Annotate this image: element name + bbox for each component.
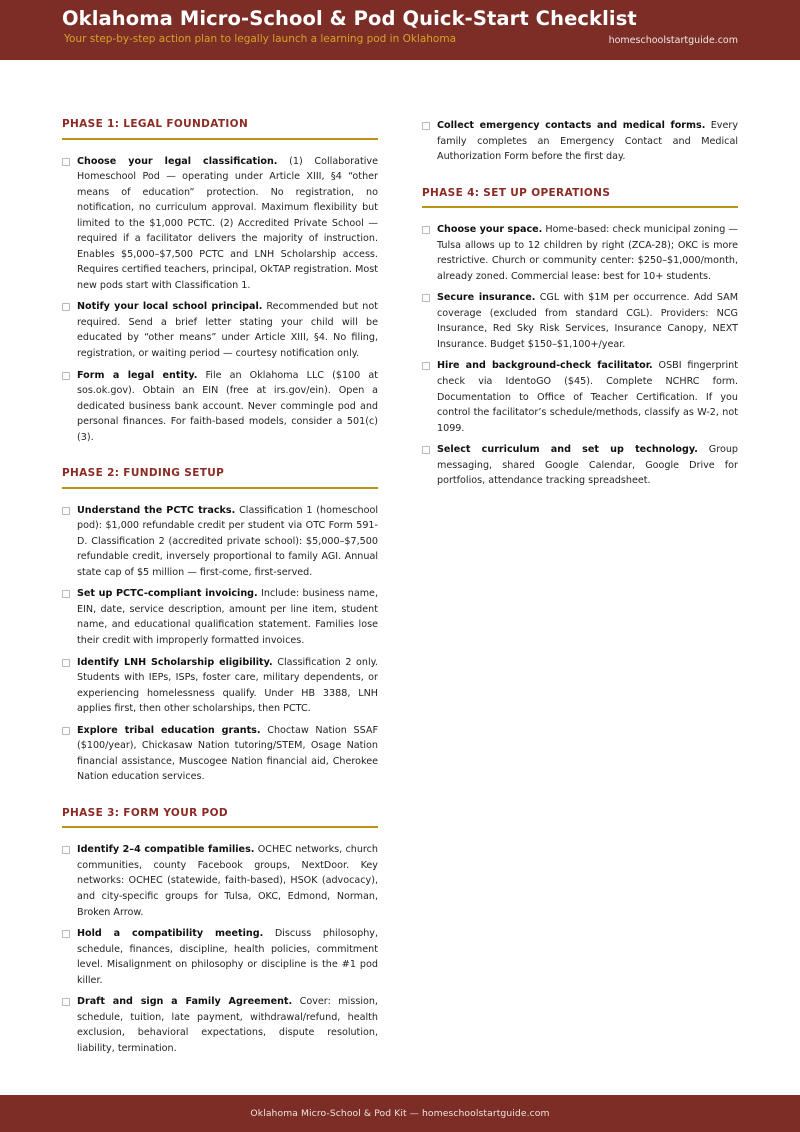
checklist-item-lead: Understand the PCTC tracks. [77, 504, 236, 516]
checklist-item[interactable] [422, 290, 738, 352]
checklist-item-body: Group messaging, shared Google Calendar, Google Drive for portfolios, attendance tracking spreadsheet. [437, 444, 738, 487]
checkbox-icon[interactable] [62, 507, 70, 515]
checklist-item[interactable] [62, 154, 378, 294]
checklist-item-lead: Secure insurance. [437, 292, 536, 304]
section-spacer [62, 791, 378, 807]
checkbox-icon[interactable] [422, 226, 430, 234]
checkbox-icon[interactable] [62, 158, 70, 166]
checklist-item-text [437, 118, 738, 165]
checkbox-icon[interactable] [422, 122, 430, 130]
checklist-item-body: Classification 1 (homeschool pod): $1,000 refundable credit per student via OTC Form 591-D. Classification 2 (accredited private school): $5,000–$7,500 refundable credit, inversely proportional to family AGI. Annual state cap of $5 million — first-come, first-served. [77, 504, 378, 578]
checklist-item-body: OSBI fingerprint check via IdentoGO ($45). Complete NCHRC form. Documentation to Office of Teacher Certification. If you control the facilitator’s schedule/methods, classify as W-2, not 1099. [437, 360, 738, 434]
checklist-item[interactable] [422, 442, 738, 489]
phase-heading-label: PHASE 3: FORM YOUR POD [62, 806, 228, 819]
checklist-item-text [77, 154, 378, 294]
checklist-item-lead: Form a legal entity. [77, 369, 198, 381]
checklist-sheet [0, 60, 800, 1095]
checkbox-icon[interactable] [422, 362, 430, 370]
checkbox-icon[interactable] [62, 659, 70, 667]
phase-heading-label: PHASE 1: LEGAL FOUNDATION [62, 118, 249, 130]
checklist-item-text [77, 503, 378, 581]
checklist-item[interactable] [62, 368, 378, 446]
checklist-item[interactable] [62, 503, 378, 581]
phase-divider-rule [62, 826, 378, 828]
checklist-item-text [437, 290, 738, 352]
checklist-item[interactable] [422, 358, 738, 436]
checkbox-icon[interactable] [62, 930, 70, 938]
phase-divider-rule [422, 206, 738, 208]
section-spacer [62, 451, 378, 467]
checklist-item-text [437, 442, 738, 489]
checklist-item-lead: Identify LNH Scholarship eligibility. [77, 656, 273, 668]
checklist-item-lead: Set up PCTC-compliant invoicing. [77, 588, 258, 600]
checklist-item-text [77, 926, 378, 988]
phase-heading-label: PHASE 2: FUNDING SETUP [62, 467, 225, 480]
checklist-item-body: Discuss philosophy, schedule, finances, discipline, health policies, commitment level. Misalignment on philosophy or discipline is the #1 pod killer. [77, 928, 379, 986]
footer-text: Oklahoma Micro-School & Pod Kit — homeschoolstartguide.com [250, 1108, 550, 1119]
phase-divider-rule [62, 138, 378, 140]
checkbox-icon[interactable] [62, 727, 70, 735]
page-title: Oklahoma Micro-School & Pod Quick-Start Checklist [62, 7, 637, 30]
checklist-item-text [77, 994, 378, 1056]
checklist-item-body: (1) Collaborative Homeschool Pod — operating under Article XIII, §4 “other means of education” protection. No registration, no notification, no curriculum approval. Maximum flexibility but limited to the $1,000 PCTC. (2) Accredited Private School — required if a facilitator delivers the majority of instruction. Enables $5,000–$7,500 PCTC and LNH Scholarship access. Requires certified teachers, principal, OkTAP registration. Most new pods start with Classification 1. [77, 155, 378, 291]
page-subtitle: Your step-by-step action plan to legally launch a learning pod in Oklahoma [64, 33, 457, 45]
checkbox-icon[interactable] [422, 294, 430, 302]
checklist-item-body: File an Oklahoma LLC ($100 at sos.ok.gov). Obtain an EIN (free at irs.gov/ein). Open a dedicated business bank account. Never commingle pod and personal finances. For faith-based models, consider a 501(c)(3). [77, 369, 379, 443]
checklist-item[interactable] [422, 118, 738, 165]
checklist-item-text [77, 723, 378, 785]
checklist-item[interactable] [62, 299, 378, 361]
checklist-item-lead: Choose your legal classification. [77, 155, 278, 167]
checklist-item[interactable] [62, 586, 378, 648]
checklist-item-text [77, 368, 378, 446]
left-column [62, 118, 378, 1062]
checklist-item[interactable] [62, 926, 378, 988]
checklist-item-body: Include: business name, EIN, date, service description, amount per line item, student name, and educational qualification statement. Families lose their credit with improperly formatted invoices. [77, 588, 378, 646]
checklist-item[interactable] [62, 723, 378, 785]
phase-divider-rule [62, 487, 378, 489]
checklist-item-text [77, 655, 378, 717]
two-column-layout [62, 118, 738, 1062]
checklist-item-body: Home-based: check municipal zoning — Tulsa allows up to 12 children by right (ZCA-28); OKC is more restrictive. Church or community center: $250–$1,000/month, already zoned. Commercial lease: best for 10+ students. [437, 224, 738, 282]
checklist-item-body: Choctaw Nation SSAF ($100/year), Chickasaw Nation tutoring/STEM, Osage Nation financial assistance, Muscogee Nation financial aid, Cherokee Nation education services. [77, 724, 378, 783]
phase-heading-phase-2-funding-setup [62, 467, 378, 489]
checklist-item[interactable] [62, 994, 378, 1056]
checklist-item-text [77, 299, 378, 361]
checklist-item-body: Recommended but not required. Send a brief letter stating your child will be educated by “other means” under Article XIII, §4. No filing, registration, or waiting period — courtesy notification only. [77, 301, 378, 359]
header-inner [0, 0, 800, 60]
checklist-item-lead: Hold a compatibility meeting. [77, 928, 264, 940]
phase-heading-phase-3-form-your-pod [62, 807, 378, 829]
checklist-item-lead: Identify 2–4 compatible families. [77, 844, 255, 856]
checklist-item-body: CGL with $1M per occurrence. Add SAM coverage (excluded from standard CGL). Providers: NCG Insurance, Red Sky Risk Services, Insurance Canopy, NEXT Insurance. Budget $150–$1,100+/year. [437, 292, 738, 350]
checklist-item-lead: Collect emergency contacts and medical forms. [437, 120, 706, 131]
checklist-item-body: Cover: mission, schedule, tuition, late payment, withdrawal/refund, health exclusion, behavioral expectations, dispute resolution, liability, termination. [77, 996, 378, 1054]
checkbox-icon[interactable] [62, 846, 70, 854]
checkbox-icon[interactable] [62, 303, 70, 311]
checkbox-icon[interactable] [62, 998, 70, 1006]
checkbox-icon[interactable] [422, 446, 430, 454]
checklist-item-text [437, 358, 738, 436]
checklist-item-lead: Notify your local school principal. [77, 301, 263, 313]
page-footer-band [0, 1095, 800, 1132]
checklist-item-text [77, 842, 378, 920]
checklist-item-text [437, 222, 738, 284]
phase-heading-label: PHASE 4: SET UP OPERATIONS [422, 186, 611, 199]
checklist-item-body: Every family completes an Emergency Contact and Medical Authorization Form before the first day. [437, 120, 738, 163]
checkbox-icon[interactable] [62, 590, 70, 598]
checklist-item-body: Classification 2 only. Students with IEPs, ISPs, foster care, military dependents, or experiencing homelessness qualify. Under HB 3388, LNH applies first, then other scholarships, then PCTC. [77, 656, 378, 715]
checklist-item-lead: Explore tribal education grants. [77, 724, 261, 736]
checklist-item[interactable] [62, 842, 378, 920]
header-site-url: homeschoolstartguide.com [608, 35, 738, 46]
section-spacer [422, 171, 738, 187]
checklist-item[interactable] [62, 655, 378, 717]
phase-heading-phase-4-set-up-operations [422, 187, 738, 209]
checklist-item-lead: Select curriculum and set up technology. [437, 444, 698, 456]
checklist-item[interactable] [422, 222, 738, 284]
right-column [422, 118, 738, 495]
checklist-item-lead: Choose your space. [437, 224, 543, 236]
phase-heading-phase-1-legal-foundation [62, 118, 378, 140]
checklist-item-text [77, 586, 378, 648]
checklist-item-lead: Draft and sign a Family Agreement. [77, 996, 293, 1008]
page-header-band [0, 0, 800, 60]
checklist-item-body: OCHEC networks, church communities, county Facebook groups, NextDoor. Key networks: OCHEC (statewide, faith-based), HSOK (advocacy), and city-specific groups for Tulsa, OKC, Edmond, Norman, Broken Arrow. [77, 844, 378, 918]
checkbox-icon[interactable] [62, 372, 70, 380]
checklist-item-lead: Hire and background-check facilitator. [437, 360, 653, 372]
